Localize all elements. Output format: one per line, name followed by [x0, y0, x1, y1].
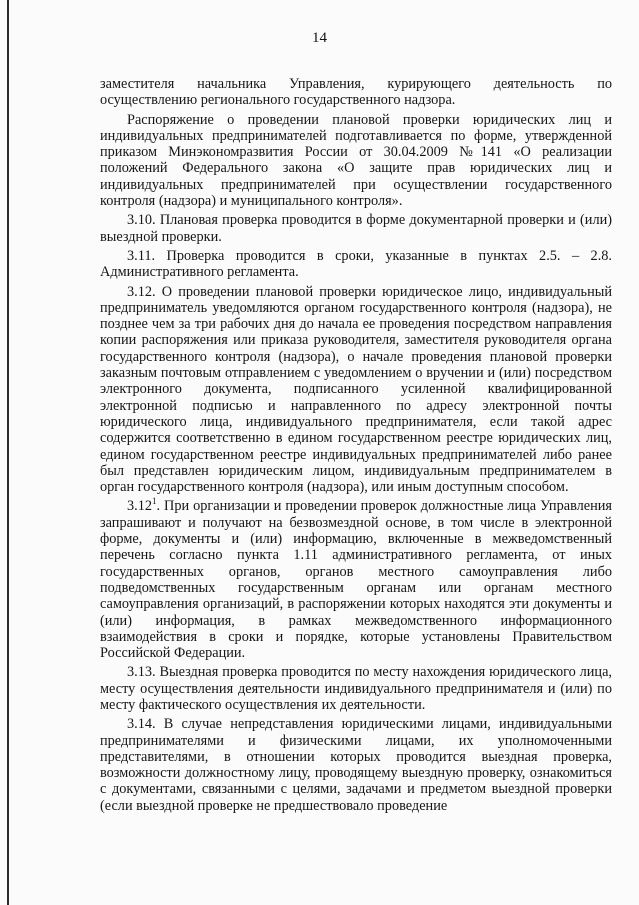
paragraph-3-10: 3.10. Плановая проверка проводится в форме документарной проверки и (или) выездной проверки. — [100, 212, 612, 245]
paragraph-3-13: 3.13. Выездная проверка проводится по месту нахождения юридического лица, месту осуществления деятельности индивидуального предпринимателя и (или) по месту фактического осуществления их деятельности. — [100, 664, 612, 713]
paragraph-continuation: заместителя начальника Управления, курирующего деятельность по осуществлению регионального государственного надзора. — [100, 76, 612, 109]
paragraph-3-11: 3.11. Проверка проводится в сроки, указанные в пунктах 2.5. – 2.8. Административного регламента. — [100, 247, 612, 281]
page-left-edge — [7, 0, 9, 905]
paragraph-3-12-1 — [100, 498, 612, 661]
paragraph-3-12-1-number: 3.12 — [127, 498, 153, 515]
paragraph-3-12-1-superscript: 1 — [152, 496, 157, 507]
paragraph-order-form: Распоряжение о проведении плановой проверки юридических лиц и индивидуальных предпринимателей подготавливается по форме, утвержденной приказом Минэкономразвития России от 30.04.2009 №141 «О реализации положений Федерального закона «О защите прав юридических лиц и индивидуальных предпринимателей при осуществлении государственного контроля (надзора) и муниципального контроля». — [100, 111, 612, 210]
page-number: 14 — [312, 30, 327, 46]
paragraph-3-12: 3.12. О проведении плановой проверки юридическое лицо, индивидуальный предприниматель уведомляются органом государственного контроля (надзора), не позднее чем за три рабочих дня до начала ее проведения посредством направления копии распоряжения или приказа руководителя, заместителя руководителя органа государственного контроля (надзора), о начале проведения плановой проверки заказным почтовым отправлением с уведомлением о вручении и (или) посредством электронного документа, подписанного усиленной квалифицированной электронной подписью и направленного по адресу электронной почты юридического лица, индивидуального предпринимателя, если такой адрес содержится соответственно в едином государственном реестре юридических лиц, едином государственном реестре индивидуальных предпринимателей либо ранее был представлен юридическим лицом, индивидуальным предпринимателем в орган государственного контроля (надзора), или иным доступным способом. — [100, 283, 612, 496]
paragraph-3-14: 3.14. В случае непредставления юридическими лицами, индивидуальными предпринимателями и физическими лицами, их уполномоченными представителями, в отношении которых проводится выездная проверка, возможности должностному лицу, проводящему выездную проверку, ознакомиться с документами, связанными с целями, задачами и предметом выездной проверки (если выездной проверке не предшествовало проведение — [100, 716, 612, 814]
paragraph-3-12-1-text: . При организации и проведении проверок должностные лица Управления запрашивают и получают на безвозмездной основе, в том числе в электронной форме, документы и (или) информацию, включенные в межведомственный перечень согласно пункта 1.11 административного регламента, от иных государственных органов, органов местного самоуправления либо подведомственных государственным органам или органам местного самоуправления организаций, в распоряжении которых находятся эти документы и (или) информация, в рамках межведомственного информационного взаимодействия в сроки и порядке, которые установлены Правительством Российской Федерации. — [100, 498, 612, 662]
document-body — [100, 76, 612, 817]
